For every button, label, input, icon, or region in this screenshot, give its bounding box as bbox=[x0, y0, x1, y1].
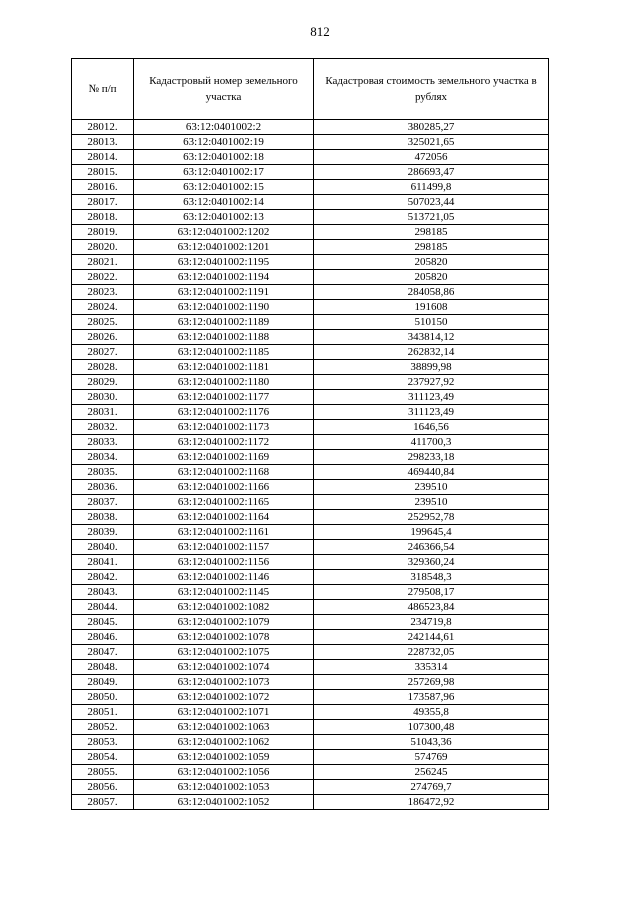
cadastral-number-cell: 63:12:0401002:13 bbox=[134, 210, 314, 225]
table-row bbox=[72, 195, 549, 210]
cadastral-value-cell: 325021,65 bbox=[314, 135, 549, 150]
row-number-cell: 28038. bbox=[72, 510, 134, 525]
cadastral-value-cell: 205820 bbox=[314, 270, 549, 285]
table-row bbox=[72, 330, 549, 345]
table-row bbox=[72, 615, 549, 630]
cadastral-value-cell: 284058,86 bbox=[314, 285, 549, 300]
cadastral-value-cell: 199645,4 bbox=[314, 525, 549, 540]
row-number-cell: 28020. bbox=[72, 240, 134, 255]
row-number-cell: 28013. bbox=[72, 135, 134, 150]
row-number-cell: 28043. bbox=[72, 585, 134, 600]
cadastral-number-cell: 63:12:0401002:1071 bbox=[134, 705, 314, 720]
cadastral-value-cell: 335314 bbox=[314, 660, 549, 675]
table-row bbox=[72, 120, 549, 135]
row-number-cell: 28053. bbox=[72, 735, 134, 750]
row-number-cell: 28034. bbox=[72, 450, 134, 465]
cadastral-number-cell: 63:12:0401002:1180 bbox=[134, 375, 314, 390]
cadastral-value-cell: 205820 bbox=[314, 255, 549, 270]
cadastral-number-cell: 63:12:0401002:1176 bbox=[134, 405, 314, 420]
row-number-cell: 28025. bbox=[72, 315, 134, 330]
table-row bbox=[72, 180, 549, 195]
row-number-cell: 28022. bbox=[72, 270, 134, 285]
table-row bbox=[72, 555, 549, 570]
row-number-cell: 28050. bbox=[72, 690, 134, 705]
row-number-cell: 28036. bbox=[72, 480, 134, 495]
cadastral-number-cell: 63:12:0401002:1164 bbox=[134, 510, 314, 525]
row-number-cell: 28035. bbox=[72, 465, 134, 480]
table-row bbox=[72, 765, 549, 780]
row-number-cell: 28040. bbox=[72, 540, 134, 555]
table-row bbox=[72, 135, 549, 150]
table-row bbox=[72, 285, 549, 300]
cadastral-number-cell: 63:12:0401002:1063 bbox=[134, 720, 314, 735]
cadastral-number-cell: 63:12:0401002:1052 bbox=[134, 795, 314, 810]
cadastral-number-cell: 63:12:0401002:1145 bbox=[134, 585, 314, 600]
row-number-cell: 28046. bbox=[72, 630, 134, 645]
cadastral-value-cell: 329360,24 bbox=[314, 555, 549, 570]
cadastral-value-cell: 279508,17 bbox=[314, 585, 549, 600]
row-number-cell: 28030. bbox=[72, 390, 134, 405]
cadastral-value-cell: 298185 bbox=[314, 240, 549, 255]
cadastral-number-cell: 63:12:0401002:1078 bbox=[134, 630, 314, 645]
cadastral-value-cell: 242144,61 bbox=[314, 630, 549, 645]
row-number-cell: 28028. bbox=[72, 360, 134, 375]
cadastral-number-cell: 63:12:0401002:1161 bbox=[134, 525, 314, 540]
cadastral-value-cell: 611499,8 bbox=[314, 180, 549, 195]
table-body bbox=[72, 120, 549, 810]
row-number-cell: 28055. bbox=[72, 765, 134, 780]
table-row bbox=[72, 630, 549, 645]
cadastral-value-cell: 257269,98 bbox=[314, 675, 549, 690]
table-row bbox=[72, 210, 549, 225]
table-row bbox=[72, 225, 549, 240]
cadastral-number-cell: 63:12:0401002:1194 bbox=[134, 270, 314, 285]
table-row bbox=[72, 705, 549, 720]
row-number-cell: 28027. bbox=[72, 345, 134, 360]
cadastral-number-cell: 63:12:0401002:1191 bbox=[134, 285, 314, 300]
cadastral-number-cell: 63:12:0401002:17 bbox=[134, 165, 314, 180]
row-number-cell: 28051. bbox=[72, 705, 134, 720]
table-row bbox=[72, 540, 549, 555]
cadastral-value-cell: 510150 bbox=[314, 315, 549, 330]
cadastral-value-cell: 173587,96 bbox=[314, 690, 549, 705]
cadastral-number-cell: 63:12:0401002:1082 bbox=[134, 600, 314, 615]
cadastral-number-cell: 63:12:0401002:1166 bbox=[134, 480, 314, 495]
table-row bbox=[72, 165, 549, 180]
cadastral-value-cell: 411700,3 bbox=[314, 435, 549, 450]
table-row bbox=[72, 645, 549, 660]
table-row bbox=[72, 750, 549, 765]
cadastral-number-cell: 63:12:0401002:1177 bbox=[134, 390, 314, 405]
cadastral-value-cell: 49355,8 bbox=[314, 705, 549, 720]
cadastral-value-cell: 262832,14 bbox=[314, 345, 549, 360]
cadastral-value-cell: 51043,36 bbox=[314, 735, 549, 750]
row-number-cell: 28042. bbox=[72, 570, 134, 585]
cadastral-number-cell: 63:12:0401002:1173 bbox=[134, 420, 314, 435]
cadastral-value-cell: 38899,98 bbox=[314, 360, 549, 375]
cadastral-value-cell: 469440,84 bbox=[314, 465, 549, 480]
cadastral-value-cell: 380285,27 bbox=[314, 120, 549, 135]
cadastral-value-cell: 1646,56 bbox=[314, 420, 549, 435]
cadastral-number-cell: 63:12:0401002:14 bbox=[134, 195, 314, 210]
cadastral-value-cell: 186472,92 bbox=[314, 795, 549, 810]
cadastral-value-table bbox=[71, 58, 549, 810]
table-row bbox=[72, 360, 549, 375]
row-number-cell: 28049. bbox=[72, 675, 134, 690]
cadastral-value-cell: 252952,78 bbox=[314, 510, 549, 525]
cadastral-number-cell: 63:12:0401002:1079 bbox=[134, 615, 314, 630]
cadastral-value-cell: 274769,7 bbox=[314, 780, 549, 795]
cadastral-number-cell: 63:12:0401002:1165 bbox=[134, 495, 314, 510]
cadastral-number-cell: 63:12:0401002:1075 bbox=[134, 645, 314, 660]
row-number-cell: 28029. bbox=[72, 375, 134, 390]
cadastral-value-cell: 311123,49 bbox=[314, 390, 549, 405]
cadastral-number-cell: 63:12:0401002:1156 bbox=[134, 555, 314, 570]
cadastral-number-cell: 63:12:0401002:1185 bbox=[134, 345, 314, 360]
cadastral-number-cell: 63:12:0401002:15 bbox=[134, 180, 314, 195]
table-row bbox=[72, 450, 549, 465]
row-number-cell: 28037. bbox=[72, 495, 134, 510]
row-number-cell: 28017. bbox=[72, 195, 134, 210]
cadastral-value-cell: 107300,48 bbox=[314, 720, 549, 735]
row-number-cell: 28021. bbox=[72, 255, 134, 270]
table-row bbox=[72, 270, 549, 285]
row-number-cell: 28019. bbox=[72, 225, 134, 240]
table-row bbox=[72, 795, 549, 810]
table-row bbox=[72, 465, 549, 480]
row-number-cell: 28047. bbox=[72, 645, 134, 660]
table-row bbox=[72, 675, 549, 690]
row-number-cell: 28026. bbox=[72, 330, 134, 345]
cadastral-number-cell: 63:12:0401002:1168 bbox=[134, 465, 314, 480]
table-row bbox=[72, 255, 549, 270]
table-row bbox=[72, 375, 549, 390]
cadastral-number-cell: 63:12:0401002:1201 bbox=[134, 240, 314, 255]
row-number-cell: 28057. bbox=[72, 795, 134, 810]
table-row bbox=[72, 735, 549, 750]
cadastral-number-cell: 63:12:0401002:1059 bbox=[134, 750, 314, 765]
row-number-cell: 28052. bbox=[72, 720, 134, 735]
table-row bbox=[72, 600, 549, 615]
cadastral-value-cell: 191608 bbox=[314, 300, 549, 315]
row-number-cell: 28031. bbox=[72, 405, 134, 420]
cadastral-value-cell: 507023,44 bbox=[314, 195, 549, 210]
table-row bbox=[72, 660, 549, 675]
cadastral-value-cell: 228732,05 bbox=[314, 645, 549, 660]
cadastral-value-cell: 298185 bbox=[314, 225, 549, 240]
table-header-row bbox=[72, 59, 549, 120]
cadastral-value-cell: 239510 bbox=[314, 480, 549, 495]
table-row bbox=[72, 480, 549, 495]
row-number-cell: 28012. bbox=[72, 120, 134, 135]
header-cadastral-number: Кадастровый номер земельного участка bbox=[134, 59, 314, 120]
table-row bbox=[72, 345, 549, 360]
table-row bbox=[72, 495, 549, 510]
cadastral-value-cell: 237927,92 bbox=[314, 375, 549, 390]
cadastral-number-cell: 63:12:0401002:1188 bbox=[134, 330, 314, 345]
table-row bbox=[72, 315, 549, 330]
table-row bbox=[72, 570, 549, 585]
row-number-cell: 28018. bbox=[72, 210, 134, 225]
table-row bbox=[72, 690, 549, 705]
row-number-cell: 28016. bbox=[72, 180, 134, 195]
table-row bbox=[72, 405, 549, 420]
row-number-cell: 28023. bbox=[72, 285, 134, 300]
table-row bbox=[72, 420, 549, 435]
cadastral-number-cell: 63:12:0401002:2 bbox=[134, 120, 314, 135]
row-number-cell: 28024. bbox=[72, 300, 134, 315]
table-row bbox=[72, 525, 549, 540]
row-number-cell: 28033. bbox=[72, 435, 134, 450]
row-number-cell: 28048. bbox=[72, 660, 134, 675]
table-row bbox=[72, 510, 549, 525]
cadastral-number-cell: 63:12:0401002:1202 bbox=[134, 225, 314, 240]
cadastral-number-cell: 63:12:0401002:1195 bbox=[134, 255, 314, 270]
row-number-cell: 28056. bbox=[72, 780, 134, 795]
table-row bbox=[72, 720, 549, 735]
cadastral-value-cell: 286693,47 bbox=[314, 165, 549, 180]
cadastral-number-cell: 63:12:0401002:1072 bbox=[134, 690, 314, 705]
cadastral-value-cell: 513721,05 bbox=[314, 210, 549, 225]
cadastral-number-cell: 63:12:0401002:1062 bbox=[134, 735, 314, 750]
table-row bbox=[72, 150, 549, 165]
cadastral-value-cell: 343814,12 bbox=[314, 330, 549, 345]
cadastral-value-cell: 239510 bbox=[314, 495, 549, 510]
row-number-cell: 28054. bbox=[72, 750, 134, 765]
table-row bbox=[72, 780, 549, 795]
cadastral-value-cell: 318548,3 bbox=[314, 570, 549, 585]
row-number-cell: 28039. bbox=[72, 525, 134, 540]
table-row bbox=[72, 300, 549, 315]
row-number-cell: 28044. bbox=[72, 600, 134, 615]
cadastral-value-cell: 574769 bbox=[314, 750, 549, 765]
cadastral-number-cell: 63:12:0401002:1146 bbox=[134, 570, 314, 585]
table-row bbox=[72, 585, 549, 600]
cadastral-value-cell: 234719,8 bbox=[314, 615, 549, 630]
cadastral-number-cell: 63:12:0401002:1169 bbox=[134, 450, 314, 465]
table-row bbox=[72, 435, 549, 450]
cadastral-number-cell: 63:12:0401002:1189 bbox=[134, 315, 314, 330]
header-cadastral-value: Кадастровая стоимость земельного участка в рублях bbox=[314, 59, 549, 120]
cadastral-value-cell: 311123,49 bbox=[314, 405, 549, 420]
cadastral-value-cell: 256245 bbox=[314, 765, 549, 780]
cadastral-number-cell: 63:12:0401002:18 bbox=[134, 150, 314, 165]
cadastral-value-cell: 486523,84 bbox=[314, 600, 549, 615]
page-number: 812 bbox=[310, 24, 330, 39]
header-row-number: № п/п bbox=[72, 59, 134, 120]
row-number-cell: 28032. bbox=[72, 420, 134, 435]
cadastral-number-cell: 63:12:0401002:1190 bbox=[134, 300, 314, 315]
cadastral-number-cell: 63:12:0401002:1073 bbox=[134, 675, 314, 690]
cadastral-number-cell: 63:12:0401002:1074 bbox=[134, 660, 314, 675]
cadastral-value-cell: 246366,54 bbox=[314, 540, 549, 555]
row-number-cell: 28045. bbox=[72, 615, 134, 630]
cadastral-number-cell: 63:12:0401002:1181 bbox=[134, 360, 314, 375]
cadastral-number-cell: 63:12:0401002:1053 bbox=[134, 780, 314, 795]
cadastral-value-cell: 298233,18 bbox=[314, 450, 549, 465]
cadastral-number-cell: 63:12:0401002:1157 bbox=[134, 540, 314, 555]
row-number-cell: 28014. bbox=[72, 150, 134, 165]
cadastral-value-cell: 472056 bbox=[314, 150, 549, 165]
cadastral-number-cell: 63:12:0401002:19 bbox=[134, 135, 314, 150]
row-number-cell: 28041. bbox=[72, 555, 134, 570]
cadastral-number-cell: 63:12:0401002:1056 bbox=[134, 765, 314, 780]
row-number-cell: 28015. bbox=[72, 165, 134, 180]
table-row bbox=[72, 240, 549, 255]
cadastral-number-cell: 63:12:0401002:1172 bbox=[134, 435, 314, 450]
table-row bbox=[72, 390, 549, 405]
